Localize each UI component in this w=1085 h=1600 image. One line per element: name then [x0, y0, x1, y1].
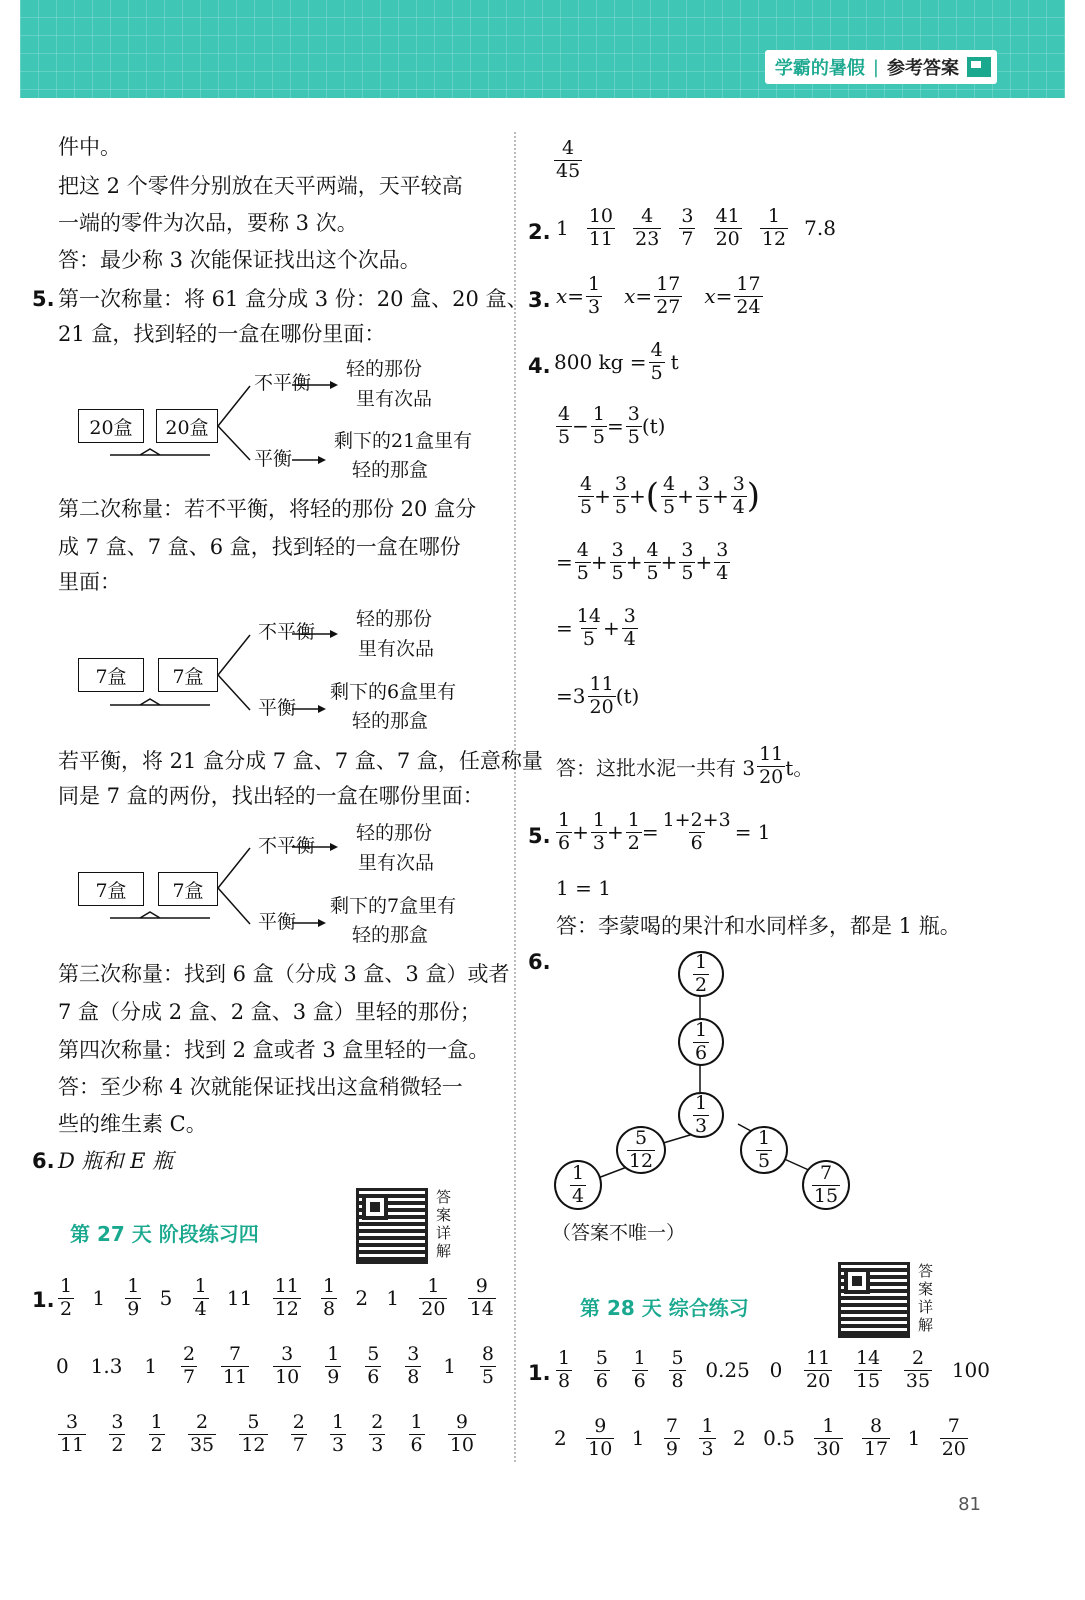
- fraction: $\frac{14}{15}$: [855, 1347, 881, 1392]
- question-number: 5.: [528, 824, 551, 848]
- answer-row: [56, 1412, 476, 1457]
- box-right: 20盒: [156, 409, 218, 443]
- equation-line: $\frac{1}{6}$ + $\frac{1}{3}$ + $\frac{1}{2}$ = $\frac{1+2+3}{6}$ = 1: [558, 809, 771, 854]
- qr-label: 答 案 详 解: [436, 1188, 452, 1260]
- equation-line: $\frac{4}{5}$ + $\frac{3}{5}$ + ( $\frac{4}{5}$ + $\frac{3}{5}$ + $\frac{3}{4}$ ): [580, 473, 761, 518]
- section-title-day27: 第 27 天 阶段练习四: [70, 1222, 259, 1246]
- question-number: 6.: [32, 1149, 55, 1173]
- box-right: 7盒: [158, 658, 218, 692]
- unbalanced-label: 不平衡: [254, 372, 312, 394]
- question-number: 1.: [32, 1288, 55, 1312]
- fraction: $\frac{3}{7}$: [681, 205, 694, 250]
- equation-line: = $\frac{14}{5}$ + $\frac{3}{4}$: [556, 605, 636, 650]
- equation-line: 800 kg = $\frac{4}{5}$ t: [554, 339, 679, 384]
- text-line: 21 盒，找到轻的一盒在哪份里面：: [58, 322, 386, 346]
- fraction: $\frac{11}{20}$: [806, 1347, 831, 1392]
- fraction: $\frac{8}{5}$: [481, 1343, 494, 1388]
- fraction: $\frac{1}{2}$: [150, 1411, 163, 1456]
- fraction: $\frac{5}{8}$: [671, 1347, 684, 1392]
- value: 7.8: [804, 216, 836, 241]
- text-line: 第二次称量：若不平衡，将轻的那份 20 盒分: [58, 497, 477, 521]
- qr-code[interactable]: [356, 1188, 428, 1264]
- equation-line: = $\frac{4}{5}$ + $\frac{3}{5}$ + $\frac{4}{5}$ + $\frac{3}{5}$ + $\frac{3}{4}$: [556, 539, 729, 584]
- answer-row: [56, 1344, 496, 1389]
- text-line: 7 盒（分成 2 盒、2 盒、3 盒）里轻的那份；: [58, 1000, 481, 1024]
- fraction: $\frac{1}{2}$: [60, 1275, 73, 1320]
- result-text: 剩下的21盒里有: [334, 430, 473, 452]
- equation-line: $\frac{4}{5}$ − $\frac{1}{5}$ = $\frac{3}{5}$ (t): [558, 403, 666, 448]
- value: 11: [226, 1286, 253, 1311]
- result-text: 剩下的6盒里有: [330, 681, 457, 703]
- fraction: $\frac{1}{8}$: [323, 1275, 336, 1320]
- separator: |: [872, 56, 879, 78]
- fraction: $\frac{2}{7}$: [183, 1343, 196, 1388]
- fraction: $\frac{1}{8}$: [558, 1347, 571, 1392]
- result-text: 轻的那盒: [352, 924, 429, 946]
- tree-node: $\frac{1}{6}$: [678, 1018, 724, 1066]
- tree-node: $\frac{1}{5}$: [740, 1126, 788, 1174]
- fraction: $\frac{7}{20}$: [941, 1415, 966, 1460]
- fraction: $\frac{11}{12}$: [274, 1275, 299, 1320]
- text-line: 答：最少称 3 次能保证找出这个次品。: [58, 248, 421, 272]
- value: 1: [386, 1286, 400, 1311]
- text-line: 把这 2 个零件分别放在天平两端，天平较高: [58, 174, 463, 198]
- equation-line: = 3 $\frac{11}{20}$ (t): [556, 673, 640, 718]
- qr-label: 答 案 详 解: [918, 1262, 934, 1334]
- qr-code[interactable]: [838, 1262, 910, 1338]
- note: （答案不唯一）: [552, 1222, 686, 1244]
- fraction: $\frac{41}{20}$: [715, 205, 740, 250]
- fraction: $\frac{1}{30}$: [816, 1415, 841, 1460]
- fraction: $\frac{1}{9}$: [327, 1343, 340, 1388]
- value: 2: [732, 1426, 746, 1451]
- value: 0: [769, 1358, 783, 1383]
- text-line: 里面：: [58, 570, 121, 594]
- fraction: $\frac{5}{6}$: [595, 1347, 608, 1392]
- fraction: $\frac{2}{7}$: [292, 1411, 305, 1456]
- brand-label: 学霸的暑假: [774, 58, 865, 79]
- answer-row: [556, 206, 836, 251]
- result-text: 剩下的7盒里有: [330, 895, 457, 917]
- value: 0: [56, 1354, 69, 1379]
- value: 1: [443, 1354, 456, 1379]
- text-line: 若平衡，将 21 盒分成 7 盒、7 盒、7 盒，任意称量: [58, 749, 543, 773]
- question-number: 1.: [528, 1361, 551, 1385]
- result-text: 轻的那份: [346, 358, 423, 380]
- question-number: 2.: [528, 220, 551, 244]
- value: 2: [355, 1286, 369, 1311]
- box-left: 20盒: [78, 409, 144, 443]
- question-number: 5.: [32, 287, 55, 311]
- fraction: $\frac{4}{23}$: [635, 205, 660, 250]
- box-left: 7盒: [78, 872, 144, 906]
- fraction: $\frac{3}{11}$: [60, 1411, 85, 1456]
- fraction: $\frac{5}{12}$: [241, 1411, 266, 1456]
- text-line: 一端的零件为次品，要称 3 次。: [58, 211, 358, 235]
- fraction: $\frac{1}{3}$: [331, 1411, 345, 1456]
- text-line: 1 = 1: [556, 876, 611, 900]
- text-line: D 瓶和 E 瓶: [58, 1149, 174, 1173]
- text-line: 些的维生素 C。: [58, 1112, 207, 1136]
- tree-node: $\frac{1}{3}$: [678, 1092, 724, 1138]
- fraction: $\frac{3}{8}$: [407, 1343, 420, 1388]
- value: 1: [556, 216, 569, 241]
- fraction: $\frac{8}{17}$: [863, 1415, 889, 1460]
- fraction-line: $\frac{4}{45}$: [556, 137, 581, 182]
- fraction: $\frac{1}{20}$: [421, 1275, 446, 1320]
- question-number: 4.: [528, 354, 551, 378]
- box-right: 7盒: [158, 872, 218, 906]
- fraction: $\frac{1}{6}$: [633, 1347, 646, 1392]
- value: 1: [907, 1426, 921, 1451]
- unbalanced-label: 不平衡: [258, 835, 316, 857]
- box-left: 7盒: [78, 658, 144, 692]
- text-line: 答：至少称 4 次就能保证找出这盒稍微轻一: [58, 1075, 463, 1099]
- fraction: $\frac{1}{9}$: [127, 1275, 140, 1320]
- balanced-label: 平衡: [258, 697, 297, 719]
- unbalanced-label: 不平衡: [258, 621, 316, 643]
- answer-row: x = $\frac{1}{3}$ x = $\frac{17}{27}$ x = $\frac{17}{24}$: [556, 273, 761, 318]
- fraction: $\frac{2}{35}$: [905, 1347, 931, 1392]
- value: 1.3: [90, 1354, 123, 1379]
- value: 5: [159, 1286, 173, 1311]
- question-number: 6.: [528, 950, 551, 974]
- tree-node: $\frac{1}{2}$: [678, 951, 724, 997]
- fraction: $\frac{10}{11}$: [588, 205, 614, 250]
- fraction: $\frac{1}{6}$: [410, 1411, 423, 1456]
- tree-node: $\frac{5}{12}$: [616, 1126, 666, 1174]
- result-text: 轻的那盒: [352, 459, 429, 481]
- page-number: 81: [958, 1494, 981, 1515]
- fraction: $\frac{9}{14}$: [469, 1275, 494, 1320]
- tree-node: $\frac{1}{4}$: [554, 1160, 602, 1210]
- result-text: 轻的那份: [356, 822, 433, 844]
- text-line: 成 7 盒、7 盒、6 盒，找到轻的一盒在哪份: [58, 535, 461, 559]
- fraction: $\frac{9}{10}$: [449, 1411, 474, 1456]
- text-line: 第四次称量：找到 2 盒或者 3 盒里轻的一盒。: [58, 1038, 490, 1062]
- value: 1: [92, 1286, 106, 1311]
- result-text: 里有次品: [356, 388, 433, 410]
- text-line: 同是 7 盒的两份，找出轻的一盒在哪份里面：: [58, 784, 484, 808]
- value: 0.25: [705, 1358, 750, 1383]
- text-line: 件中。: [58, 135, 121, 159]
- value: 1: [144, 1354, 158, 1379]
- answer-row: [554, 1348, 990, 1393]
- answer-row: [56, 1276, 496, 1321]
- fraction: $\frac{2}{3}$: [371, 1411, 384, 1456]
- balanced-label: 平衡: [254, 448, 293, 470]
- result-text: 里有次品: [358, 638, 435, 660]
- result-text: 里有次品: [358, 852, 435, 874]
- section-label: 参考答案: [887, 58, 959, 79]
- fraction: $\frac{2}{35}$: [189, 1411, 215, 1456]
- fraction: $\frac{9}{10}$: [588, 1415, 613, 1460]
- value: 100: [951, 1358, 990, 1383]
- fraction: $\frac{5}{6}$: [367, 1343, 380, 1388]
- fraction: $\frac{1}{3}$: [701, 1415, 714, 1460]
- fraction: $\frac{3}{10}$: [275, 1343, 300, 1388]
- section-title-day28: 第 28 天 综合练习: [580, 1296, 749, 1320]
- balanced-label: 平衡: [258, 911, 297, 933]
- fraction: $\frac{1}{12}$: [761, 205, 787, 250]
- text-line: 第三次称量：找到 6 盒（分成 3 盒、3 盒）或者: [58, 962, 510, 986]
- fraction: $\frac{1}{4}$: [194, 1275, 207, 1320]
- value: 2: [554, 1426, 567, 1451]
- text-line: 答：李蒙喝的果汁和水同样多，都是 1 瓶。: [556, 914, 961, 938]
- value: 1: [631, 1426, 645, 1451]
- result-text: 轻的那份: [356, 608, 433, 630]
- fraction: $\frac{3}{2}$: [111, 1411, 124, 1456]
- fraction: $\frac{7}{9}$: [665, 1415, 679, 1460]
- question-number: 3.: [528, 288, 551, 312]
- value: 0.5: [763, 1426, 795, 1451]
- fraction: $\frac{7}{11}$: [223, 1343, 248, 1388]
- tree-node: $\frac{7}{15}$: [802, 1160, 850, 1210]
- answer-line: 答：这批水泥一共有 3 $\frac{11}{20}$ t。: [556, 743, 814, 788]
- text-line: 第一次称量：将 61 盒分成 3 份：20 盒、20 盒、: [58, 287, 528, 311]
- result-text: 轻的那盒: [352, 710, 429, 732]
- answer-row: [554, 1416, 968, 1461]
